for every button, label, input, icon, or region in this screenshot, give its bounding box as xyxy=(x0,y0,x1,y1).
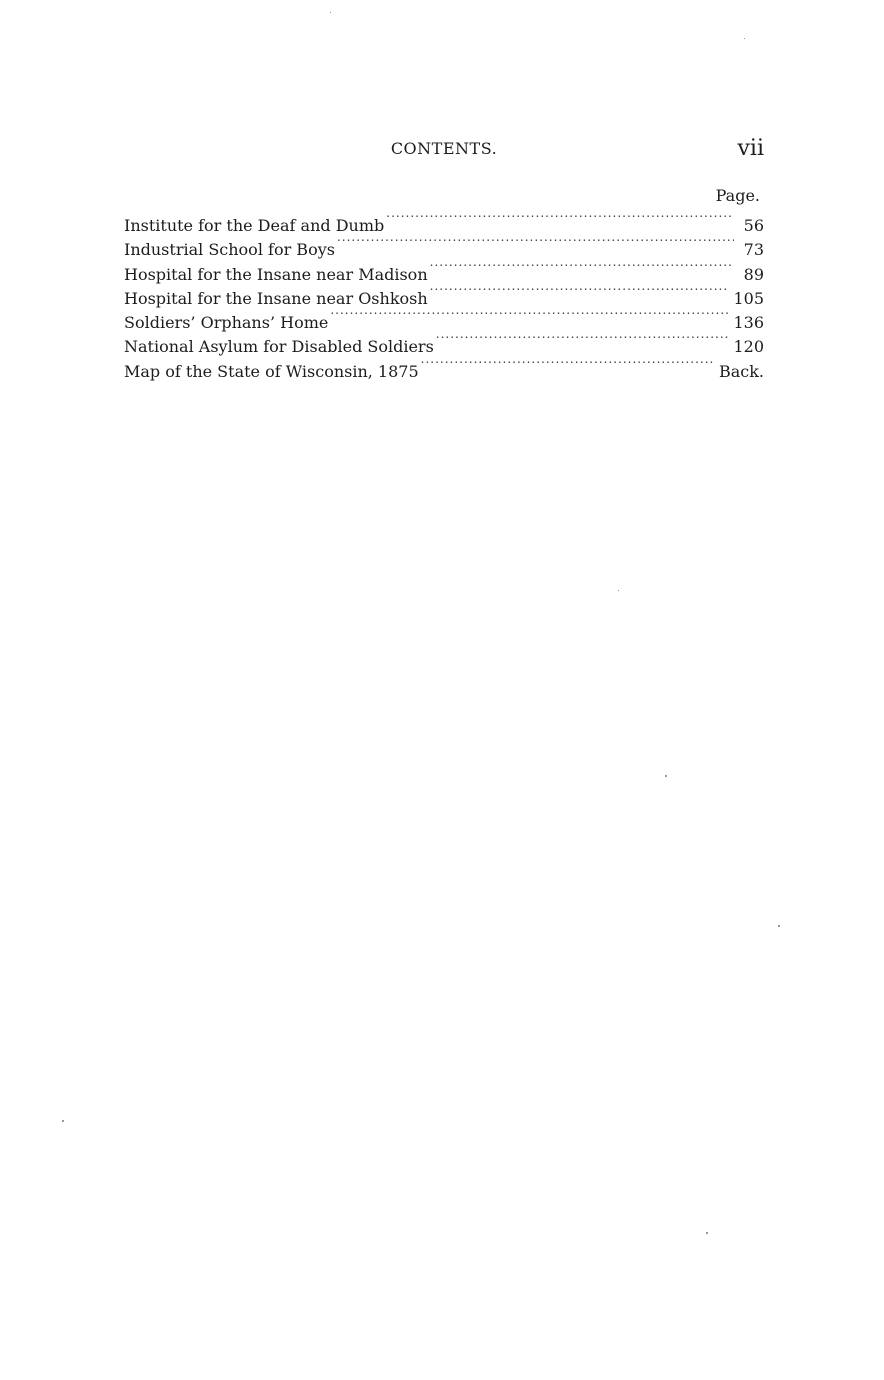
page-number: vii xyxy=(737,136,764,161)
table-of-contents xyxy=(124,207,764,381)
scan-speck xyxy=(665,775,667,777)
toc-entry-page: 136 xyxy=(733,313,764,333)
scan-speck xyxy=(618,590,619,591)
dot-leader xyxy=(430,280,730,304)
toc-entry-title: Soldiers’ Orphans’ Home xyxy=(124,313,329,333)
toc-entry-title: Institute for the Deaf and Dumb xyxy=(124,216,385,235)
dot-leader xyxy=(430,256,734,280)
toc-entry-page: 56 xyxy=(743,216,764,235)
scan-speck xyxy=(330,12,331,13)
scan-speck xyxy=(744,38,745,39)
toc-entry-page: 73 xyxy=(743,240,764,260)
running-head xyxy=(124,136,764,166)
toc-entry-title: National Asylum for Disabled Soldiers xyxy=(124,337,434,357)
scan-speck xyxy=(62,1120,64,1122)
toc-entry-title: Map of the State of Wisconsin, 1875 xyxy=(124,361,419,381)
dot-leader xyxy=(337,231,734,255)
dot-leader xyxy=(421,353,715,377)
page-column-label: Page. xyxy=(715,186,760,205)
toc-entry-page: 89 xyxy=(743,264,764,284)
dot-leader xyxy=(386,207,734,231)
toc-entry-title: Hospital for the Insane near Madison xyxy=(124,264,428,284)
scan-speck xyxy=(706,1232,708,1234)
toc-entry-page: Back. xyxy=(718,361,764,381)
running-title: CONTENTS. xyxy=(390,139,498,158)
toc-entry xyxy=(124,207,764,235)
toc-entry-title: Industrial School for Boys xyxy=(124,240,335,260)
toc-entry-page: 120 xyxy=(733,337,764,357)
toc-entry-title: Hospital for the Insane near Oshkosh xyxy=(124,288,428,308)
scan-speck xyxy=(778,925,780,927)
dot-leader xyxy=(436,328,730,352)
dot-leader xyxy=(330,304,729,328)
toc-entry-page: 105 xyxy=(733,288,764,308)
